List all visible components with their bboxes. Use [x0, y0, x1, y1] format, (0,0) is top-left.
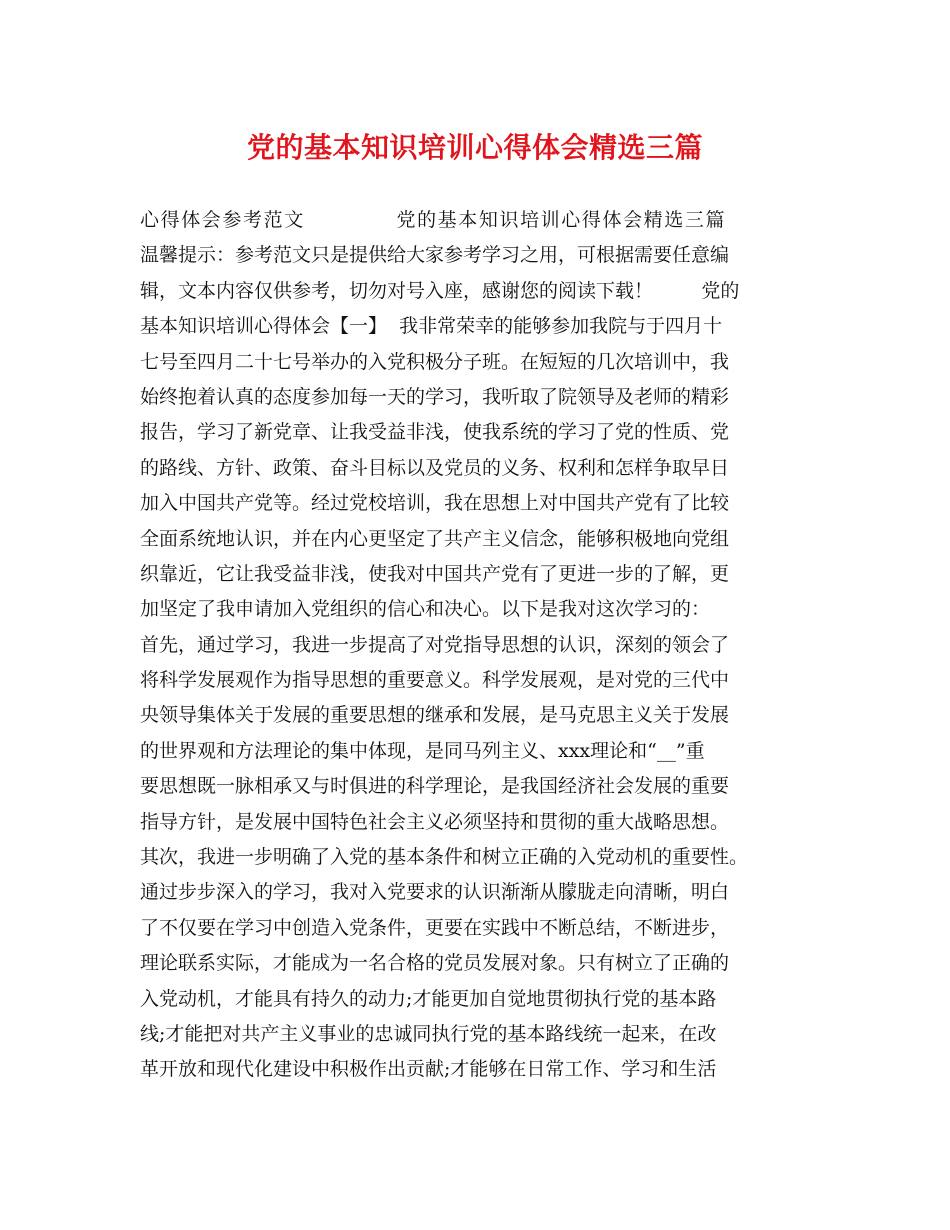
- body-line: 首先，通过学习，我进一步提高了对党指导思想的认识，深刻的领会了: [140, 633, 730, 656]
- body-line: 报告，学习了新党章、让我受益非浅，使我系统的学习了党的性质、党: [140, 421, 730, 444]
- body-line: 要思想既一脉相承又与时俱进的科学理论，是我国经济社会发展的重要: [140, 775, 730, 798]
- body-line: 央领导集体关于发展的重要思想的继承和发展，是马克思主义关于发展: [140, 704, 730, 727]
- body-line: 革开放和现代化建设中积极作出贡献;才能够在日常工作、学习和生活: [140, 1058, 717, 1081]
- body-line: 入党动机，才能具有持久的动力;才能更加自觉地贯彻执行党的基本路: [140, 987, 717, 1010]
- body-line: 七号至四月二十七号举办的入党积极分子班。在短短的几次培训中，我: [140, 350, 730, 373]
- body-line: 始终抱着认真的态度参加每一天的学习，我听取了院领导及老师的精彩: [140, 385, 730, 408]
- body-line: 加入中国共产党等。经过党校培训，我在思想上对中国共产党有了比较: [140, 492, 730, 515]
- body-line: 将科学发展观作为指导思想的重要意义。科学发展观，是对党的三代中: [140, 669, 730, 692]
- body-line: 加坚定了我申请加入党组织的信心和决心。以下是我对这次学习的：: [140, 598, 711, 621]
- body-line: 通过步步深入的学习，我对入党要求的认识渐渐从朦胧走向清晰，明白: [140, 881, 730, 904]
- body-line: 理论联系实际，才能成为一名合格的党员发展对象。只有树立了正确的: [140, 952, 730, 975]
- body-line: 温馨提示：参考范文只是提供给大家参考学习之用，可根据需要任意编: [140, 244, 730, 267]
- document-title: 党的基本知识培训心得体会精选三篇: [246, 131, 703, 164]
- body-line: 织靠近，它让我受益非浅，使我对中国共产党有了更进一步的了解，更: [140, 562, 730, 585]
- body-line: 基本知识培训心得体会【一】 我非常荣幸的能够参加我院与于四月十: [140, 315, 723, 338]
- body-line: 其次，我进一步明确了入党的基本条件和树立正确的入党动机的重要性。: [140, 846, 749, 869]
- body-line: 指导方针，是发展中国特色社会主义必须坚持和贯彻的重大战略思想。: [140, 810, 730, 833]
- body-line: 心得体会参考范文 党的基本知识培训心得体会精选三篇: [140, 209, 727, 231]
- body-line: 全面系统地认识，并在内心更坚定了共产主义信念，能够积极地向党组: [140, 527, 730, 550]
- body-line: 了不仅要在学习中创造入党条件，更要在实践中不断总结，不断进步，: [140, 916, 730, 939]
- body-line: 的世界观和方法理论的集中体现，是同马列主义、xxx理论和“__”重: [140, 739, 705, 762]
- body-line: 的路线、方针、政策、奋斗目标以及党员的义务、权利和怎样争取早日: [140, 456, 730, 479]
- body-line: 辑，文本内容仅供参考，切勿对号入座，感谢您的阅读下载！ 党的: [140, 279, 740, 302]
- document-body: [140, 203, 830, 1088]
- body-line: 线;才能把对共产主义事业的忠诚同执行党的基本路线统一起来，在改: [140, 1022, 717, 1045]
